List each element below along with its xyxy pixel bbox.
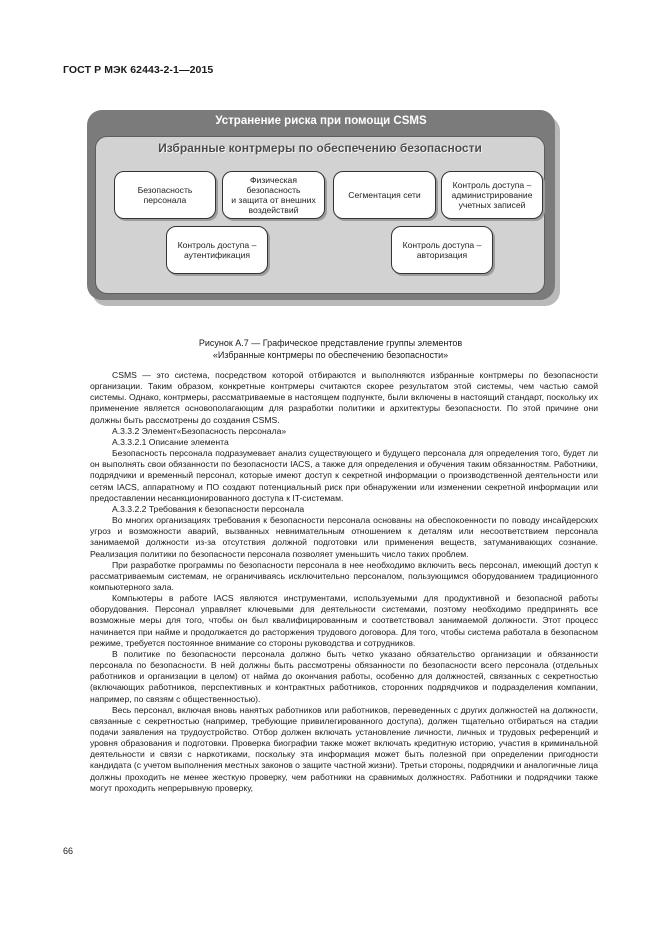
document-header: ГОСТ Р МЭК 62443-2-1—2015 <box>63 64 214 76</box>
paragraph: Весь персонал, включая вновь нанятых работников или работников, переведенных с других должностей на должности, связанные с секретностью (например, требующие привилегированного доступа), должен тщательно отбираться на стадии подачи заявления на трудоустройство. Отбор должен включать установление личности, личных и трудовых референций и уровня образования и подготовки. Проверка биографии также может включать кредитную историю, участия в криминальной деятельности и связи с наркотиками, поскольку эта информация может быть полезной при определении пригодности кандидата (с учетом выполнения местных законов о защите частной жизни). Третьи стороны, подрядчики и аналогичные лица должны проходить не менее жесткую проверку, чем работники на сравнимых должностях. Работники и подрядчики также могут проходить непрерывную проверку, <box>90 704 598 793</box>
figure-outer-frame <box>87 110 555 300</box>
section-heading: А.3.3.2.1 Описание элемента <box>112 436 229 447</box>
box-network-segmentation: Сегментация сети <box>333 171 436 219</box>
figure-outer-title: Устранение риска при помощи CSMS <box>215 115 427 127</box>
figure-caption-line1: Рисунок А.7 — Графическое представление группы элементов <box>198 338 463 348</box>
box-physical-security: Физическая безопасность и защита от внешних воздействий <box>222 171 325 219</box>
box-access-control-authentication: Контроль доступа – аутентификация <box>166 226 268 274</box>
paragraph: При разработке программы по безопасности персонала в нее необходимо включить весь персонал, имеющий доступ к рассматриваемым системам, не ограничиваясь исключительно персоналом, пользующимся оборудованием традиционного компьютерного зала. <box>90 559 598 592</box>
box-access-control-authorization: Контроль доступа – авторизация <box>391 226 493 274</box>
figure-inner-frame <box>95 136 545 294</box>
paragraph: CSMS — это система, посредством которой отбираются и выполняются избранные контрмеры по безопасности организации. Таким образом, конкретные контрмеры считаются скорее результатом этой системы, чем частью самой системы. Однако, контрмеры, рассматриваемые в настоящем подпункте, были включены в настоящий стандарт, поскольку их применение является основополагающим для разработки политики и архитектуры безопасности. По этой причине они должны быть рассмотрены до создания CSMS. <box>90 370 598 425</box>
section-heading: А.3.3.2 Элемент«Безопасность персонала» <box>112 425 287 436</box>
box-personnel-security: Безопасность персонала <box>114 171 216 219</box>
paragraph: В политике по безопасности персонала должно быть четко указано обязательство организации и обязанности персонала по безопасности. В ней должны быть рассмотрены обязанности по безопасности всего персонала (отдельных работников и организации в целом) от найма до окончания работы, особенно для должностей, связанных с секретностью (включающих работников, перспективных и контрактных работников, сторонних подрядчиков и подразделения компании, например, по связям с общественностью). <box>90 648 598 704</box>
box-access-control-account-admin: Контроль доступа – администрирование учетных записей <box>441 171 543 219</box>
figure-caption-line2: «Избранные контрмеры по обеспечению безопасности» <box>212 350 449 360</box>
figure-inner-title: Избранные контрмеры по обеспечению безопасности <box>158 141 482 155</box>
body-text <box>90 370 598 794</box>
paragraph: Безопасность персонала подразумевает анализ существующего и будущего персонала для определения того, будет ли он выполнять свои обязанности по безопасности IACS, а также для определения и обучения таким обязанностям. Работники, подрядчики и временный персонал, которые имеют доступ к секретной информации о производственной деятельности или сетям IACS, аппаратному и ПО создают потенциальный риск при обнаружении или изменении секретной информации или предоставлении несанкционированного доступа к IT-системам. <box>90 448 598 503</box>
paragraph: Во многих организациях требования к безопасности персонала основаны на обеспокоенности по поводу инсайдерских угроз и возможности аварий, вызванных невнимательным отношением к деталям или несоответствием персонала занимаемой должности из-за отсутствия должной подготовки или применения веществ, затуманивающих сознание. Реализация политики по безопасности персонала позволяет уменьшить число таких проблем. <box>90 515 598 559</box>
section-heading: А.3.3.2.2 Требования к безопасности персонала <box>112 503 305 514</box>
paragraph: Компьютеры в работе IACS являются инструментами, используемыми для продуктивной и безопасной работы оборудования. Персонал управляет ключевыми для деятельности системами, поэтому необходимо предпринять все возможные меры для того, чтобы он был квалифицированным и соответствовал занимаемой должности. Этот процесс начинается при найме и продолжается до расторжения трудового договора. Для того, чтобы система работала в безопасном режиме, требуется постоянное внимание со стороны руководства и сотрудников. <box>90 593 598 648</box>
page-number: 66 <box>63 846 74 856</box>
